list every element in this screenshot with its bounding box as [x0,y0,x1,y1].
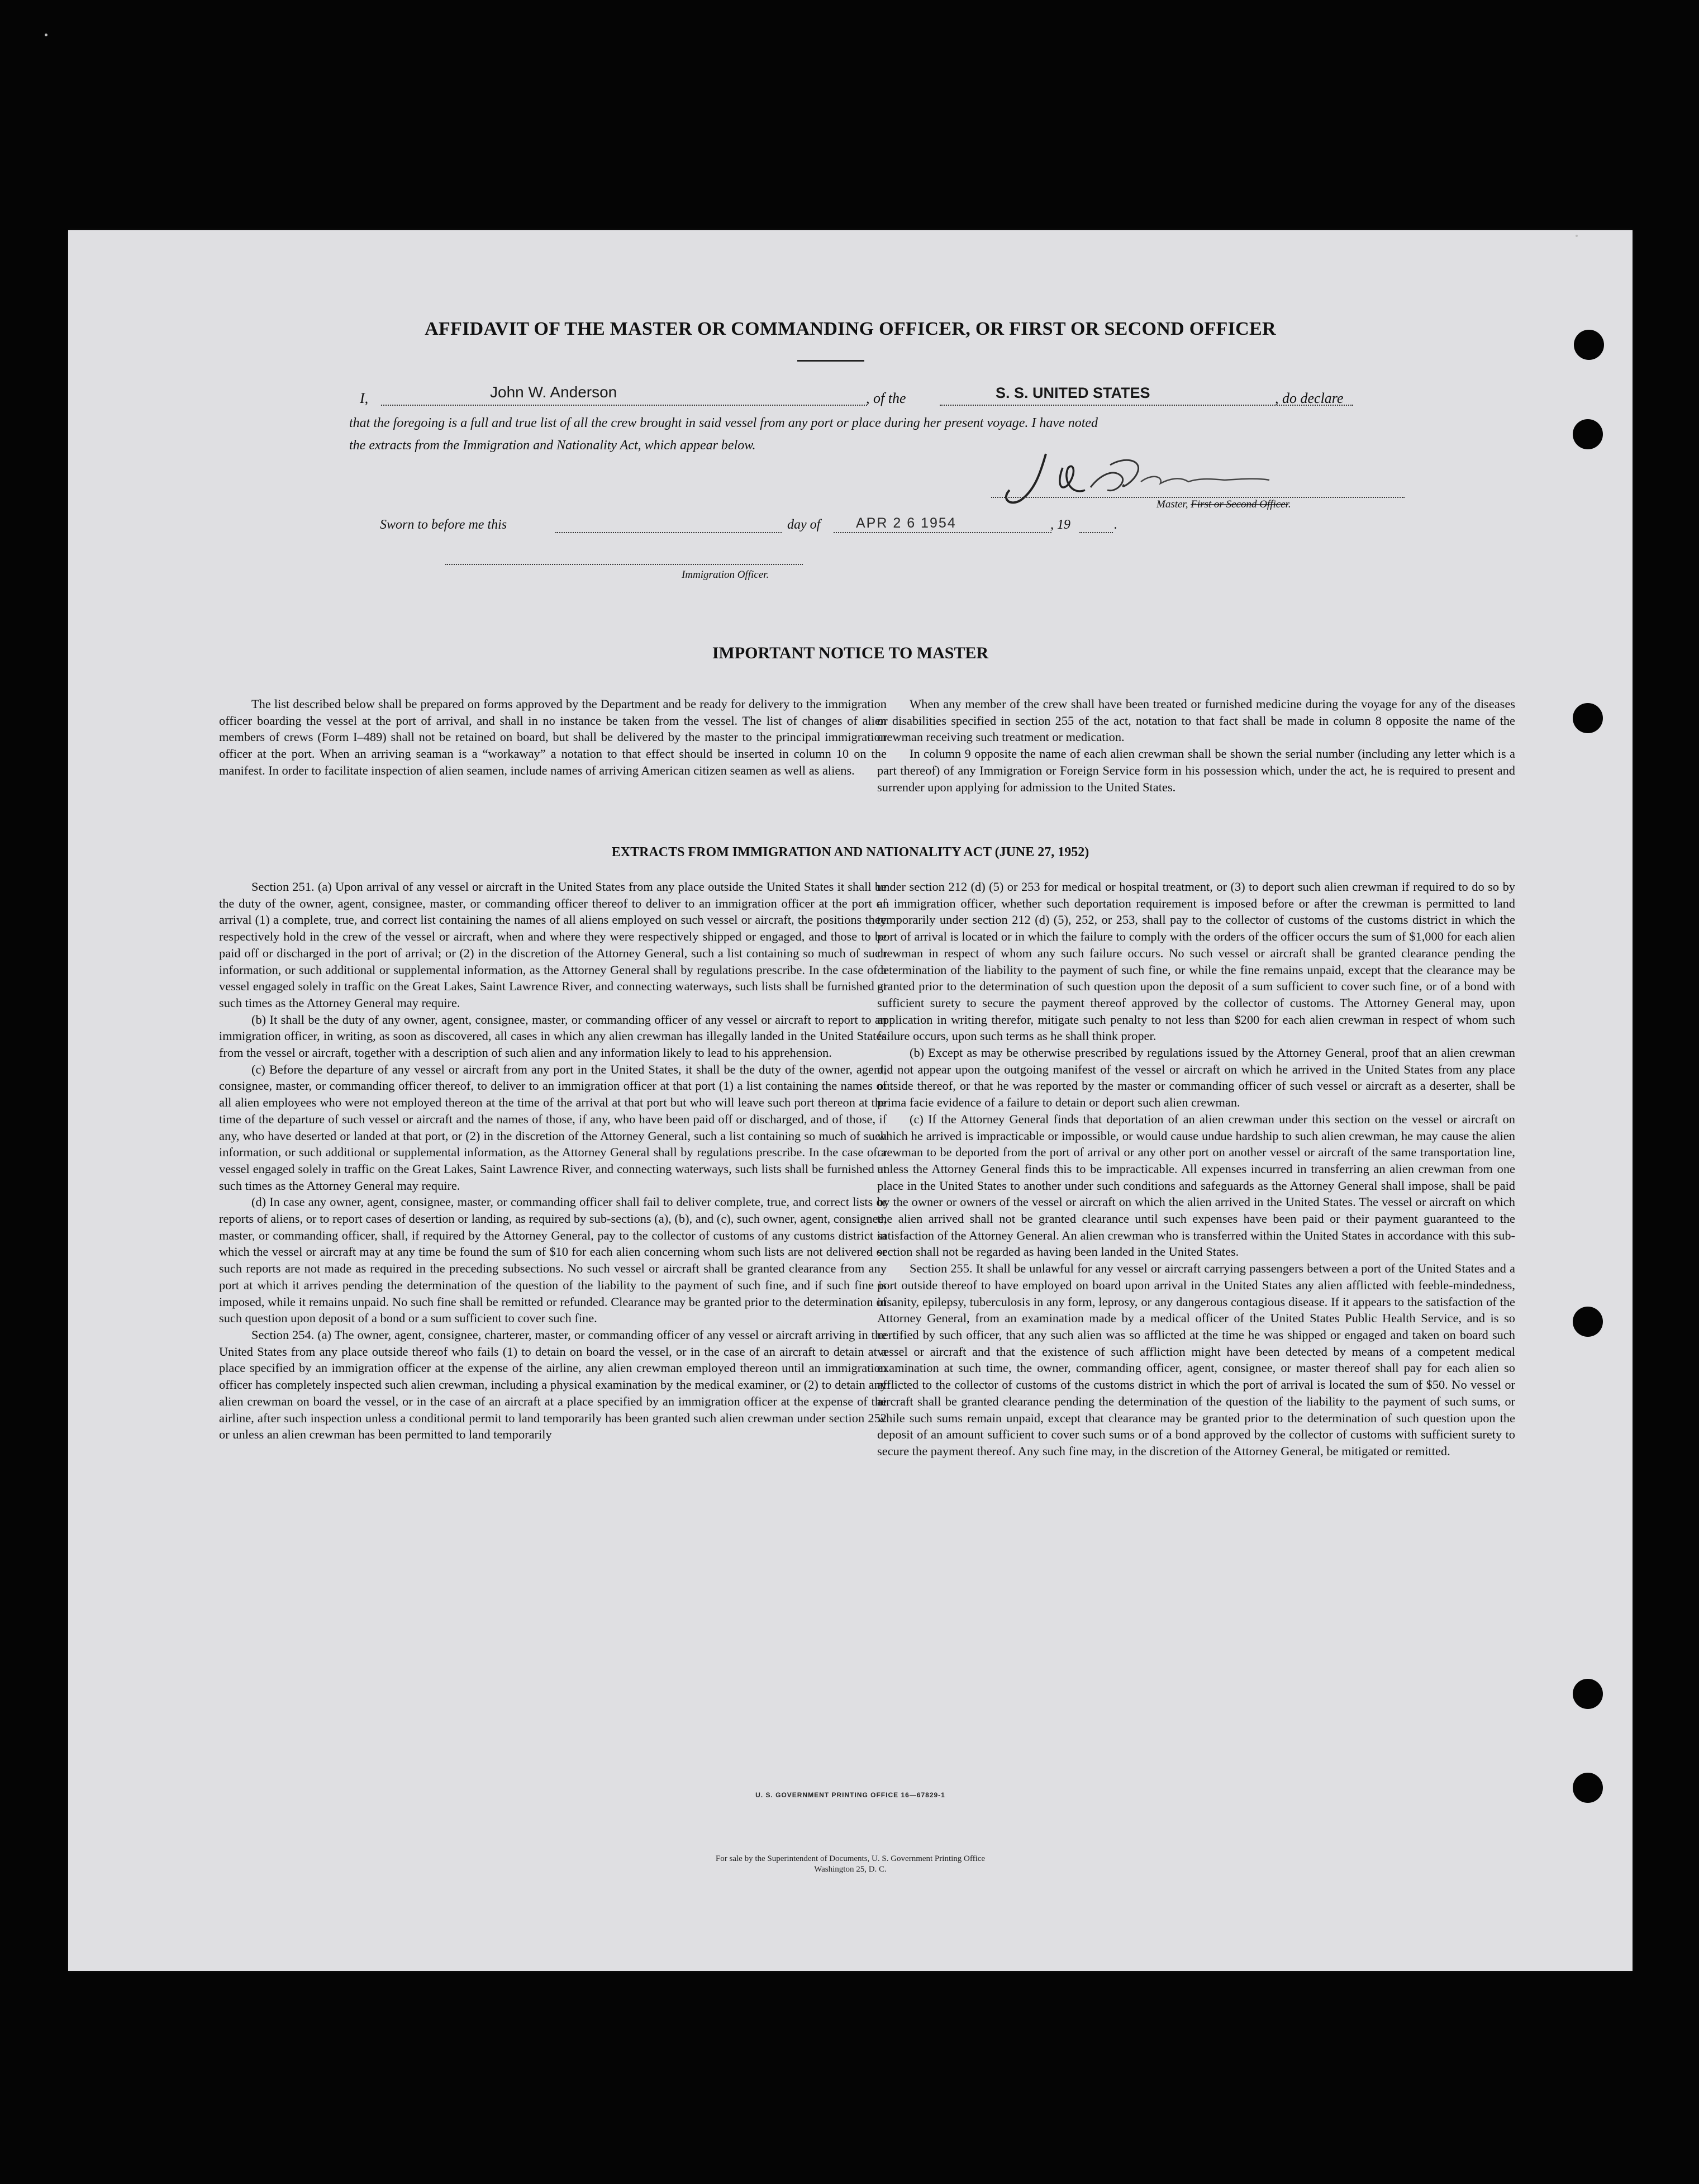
do-declare-label: , do declare [1275,390,1344,406]
dust-speck [1576,235,1578,237]
section-251-d: (d) In case any owner, agent, consignee, master, or commanding officer shall fail to deliver complete, true, and correct lists or reports of aliens, or to report cases of desertion or landing, as required by sub-sections (a), (b), and (c), such owner, agent, consignee, master, or commanding officer, shall, if required by the Attorney General, pay to the collector of customs of any customs district in which the vessel or aircraft may at any time be found the sum of $10 for each alien concerning whom such lists are not delivered or such reports are not made as required in the preceding subsections. No such vessel or aircraft shall be granted clearance from any port at which it arrives pending the determination of the question of the liability to the payment of such fine, and if such fine is imposed, while it remains unpaid. No such fine shall be remitted or refunded. Clearance may be granted prior to the determination of such question upon deposit of a bond or a sum sufficient to cover such fine. [219,1195,887,1326]
signature-caption: Master, First or Second Officer. [1157,498,1291,510]
declaration-statement-2: the extracts from the Immigration and Nationality Act, which appear below. [349,438,756,453]
notice-left-paragraph: The list described below shall be prepared on forms approved by the Department and be ready for delivery to the immigration officer boarding the vessel at the port of arrival, and shall in no instance be taken from the vessel. The list of changes of alien members of crews (Form I–489) shall not be retained on board, but shall be delivered by the master to the principal immigration officer at the port. When an arriving seaman is a “workaway” a notation to that effect should be inserted in column 10 on the manifest. In order to facilitate inspection of alien seamen, include names of arriving American citizen seamen as well as aliens. [219,697,887,777]
binder-hole [1574,330,1604,360]
extracts-left-column [219,879,887,1443]
section-254-b: (b) Except as may be otherwise prescribed by regulations issued by the Attorney General, proof that an alien crewman did not appear upon the outgoing manifest of the vessel or aircraft on which he arrived in the United States from any place outside thereof, or that he was reported by the master or commanding officer of such vessel or aircraft as a deserter, shall be prima facie evidence of a failure to detain or deport such alien crewman. [877,1046,1515,1110]
extracts-right-column [877,879,1515,1460]
sworn-day-line [555,532,782,533]
binder-hole [1573,419,1603,449]
notice-left-column [219,696,887,779]
notice-heading: IMPORTANT NOTICE TO MASTER [712,644,989,662]
sworn-month-line [834,532,1051,533]
section-251-a: Section 251. (a) Upon arrival of any vessel or aircraft in the United States from any place outside the United States it shall be the duty of the owner, agent, consignee, master, or commanding officer thereof to deliver to an immigration officer at the port of arrival (1) a complete, true, and correct list containing the names of all aliens employed on such vessel or aircraft, the positions they respectively hold in the crew of the vessel or aircraft, when and where they were respectively shipped or engaged, and those to be paid off or discharged in the port of arrival; or (2) in the discretion of the Attorney General, such a list containing so much of such information, or such additional or supplemental information, as the Attorney General shall by regulations prescribe. In the case of a vessel engaged solely in traffic on the Great Lakes, Saint Lawrence River, and connecting waterways, such lists shall be furnished at such times as the Attorney General may require. [219,880,887,1010]
declarant-name: John W. Anderson [490,383,617,401]
document-page [68,230,1633,1971]
for-sale-line-2: Washington 25, D. C. [814,1865,887,1874]
extracts-heading: EXTRACTS FROM IMMIGRATION AND NATIONALITY ACT (JUNE 27, 1952) [611,845,1089,860]
section-254-a: Section 254. (a) The owner, agent, consignee, charterer, master, or commanding officer of any vessel or aircraft arriving in the United States from any place outside thereof who fails (1) to detain on board the vessel, or in the case of an aircraft to detain at a place specified by an immigration officer at the expense of the airline, any alien crewman employed thereon until an immigration officer has completely inspected such alien crewman, including a physical examination by the medical examiner, or (2) to detain any alien crewman on board the vessel, or in the case of an aircraft at a place specified by an immigration officer at the expense of the airline, after such inspection unless a conditional permit to land temporarily has been granted such alien crewman under section 252 or unless an alien crewman has been permitted to land temporarily [219,1327,887,1442]
of-the-label: , of the [866,390,906,406]
for-sale-line-1: For sale by the Superintendent of Documents, U. S. Government Printing Office [715,1854,986,1863]
immigration-officer-line [445,564,803,565]
section-254-a-continued: under section 212 (d) (5) or 253 for medical or hospital treatment, or (3) to deport such alien crewman if required to do so by an immigration officer, whether such deportation requirement is imposed before or after the crewman is permitted to land temporarily under section 212 (d) (5), 252, or 253, shall pay to the collector of customs of the customs district in which the port of arrival is located or in which the failure to comply with the orders of the officer occurs the sum of $1,000 for each alien crewman in respect of whom any such failure occurs. No such vessel or aircraft shall be granted clearance pending the determination of the liability to the payment of such fine, or while the fine remains unpaid, except that the clearance may be granted prior to the determination of such question upon the deposit of a sum sufficient to cover such fine, or of a bond with sufficient surety to secure the payment thereof approved by the collector of customs. The Attorney General may, upon application in writing therefor, mitigate such penalty to not less than $200 for each alien crewman in respect of whom such failure occurs, upon such terms as he shall think proper. [877,880,1515,1043]
name-dotted-line [381,405,867,406]
year-suffix: . [1114,517,1117,532]
year-line [1079,532,1113,533]
date-stamp: APR 2 6 1954 [856,515,956,531]
immigration-officer-caption: Immigration Officer. [682,569,769,581]
section-255: Section 255. It shall be unlawful for any vessel or aircraft carrying passengers between a port of the United States and a port outside thereof to have employed on board upon arrival in the United States any alien afflicted with feeble-mindedness, insanity, epilepsy, tuberculosis in any form, leprosy, or any dangerous contagious disease. If it appears to the satisfaction of the Attorney General, from an examination made by a medical officer of the United States Public Health Service, and is so certified by such officer, that any such alien was so afflicted at the time he was shipped or engaged and taken on board such vessel or aircraft and that the existence of such affliction might have been detected by means of a competent medical examination at such time, the owner, commanding officer, agent, consignee, or master thereof shall pay for each alien so afflicted to the collector of customs of the customs district in which the port of arrival is located the sum of $50. No vessel or aircraft shall be granted clearance pending the determination of the question of the liability to the payment of such sums, or while such sums remain unpaid, except that clearance may be granted prior to the determination of such question upon the deposit of an amount sufficient to cover such sums or of a bond approved by the collector of customs with sufficient surety to secure the payment thereof. Any such fine may, in the discretion of the Attorney General, be mitigated or remitted. [877,1261,1515,1458]
vessel-name: S. S. UNITED STATES [996,384,1150,401]
signature-line [991,497,1405,498]
section-251-c: (c) Before the departure of any vessel or aircraft from any port in the United States, it shall be the duty of the owner, agent, consignee, master, or commanding officer thereof, to deliver to an immigration officer at that port (1) a list containing the names of all alien employees who were not employed thereon at the time of the arrival at that port but who will leave such port thereon at the time of the departure of such vessel or aircraft and the names of those, if any, who have been paid off or discharged, and of those, if any, who have deserted or landed at that port, or (2) in the discretion of the Attorney General, such a list containing so much of such information, or such additional or supplemental information, as the Attorney General shall by regulations prescribe. In the case of a vessel engaged solely in traffic on the Great Lakes, Saint Lawrence River, and connecting waterways, such lists shall be furnished at such times as the Attorney General may require. [219,1062,887,1193]
title-divider [797,360,864,362]
day-of-label: day of [787,517,821,532]
binder-hole [1573,703,1603,733]
printing-office-imprint: U. S. GOVERNMENT PRINTING OFFICE 16—67829-1 [755,1791,945,1799]
binder-hole [1573,1679,1603,1709]
year-prefix: , 19 [1050,517,1070,532]
notice-right-paragraph-2: In column 9 opposite the name of each alien crewman shall be shown the serial number (including any letter which is a part thereof) of any Immigration or Foreign Service form in his possession which, under the act, he is required to present and surrender upon applying for admission to the United States. [877,747,1515,794]
declare-prefix: I, [360,390,369,406]
section-254-c: (c) If the Attorney General finds that deportation of an alien crewman under this section on the vessel or aircraft on which he arrived is impracticable or impossible, or would cause undue hardship to such alien crewman, he may cause the alien crewman to be deported from the port of arrival or any other port on another vessel or aircraft of the same transportation line, unless the Attorney General finds this to be impracticable. All expenses incurred in transferring an alien crewman from one place in the United States to another under such conditions and safeguards as the Attorney General shall impose, shall be paid by the owner or owners of the vessel or aircraft on which the alien arrived in the United States. The vessel or aircraft on which the alien arrived shall not be granted clearance until such expenses have been paid or their payment guaranteed to the satisfaction of the Attorney General. An alien crewman who is transferred within the United States in accordance with this sub-section shall not be regarded as having been landed in the United States. [877,1112,1515,1259]
binder-hole [1573,1307,1603,1337]
notice-right-paragraph-1: When any member of the crew shall have been treated or furnished medicine during the voyage for any of the diseases or disabilities specified in section 255 of the act, notation to that fact shall be made in column 8 opposite the name of the crewman receiving such treatment or medication. [877,697,1515,744]
sworn-prefix: Sworn to before me this [380,517,507,532]
notice-right-column [877,696,1515,795]
binder-hole [1573,1773,1603,1803]
dust-speck [45,34,47,36]
section-251-b: (b) It shall be the duty of any owner, agent, consignee, master, or commanding officer of any vessel or aircraft to report to an immigration officer, in writing, as soon as discovered, all cases in which any alien crewman has illegally landed in the United States from the vessel or aircraft, together with a description of such alien and any information likely to lead to his apprehension. [219,1012,887,1060]
declaration-statement-1: that the foregoing is a full and true list of all the crew brought in said vessel from any port or place during her present voyage. I have noted [349,416,1098,430]
affidavit-title: AFFIDAVIT OF THE MASTER OR COMMANDING OFFICER, OR FIRST OR SECOND OFFICER [425,319,1276,339]
